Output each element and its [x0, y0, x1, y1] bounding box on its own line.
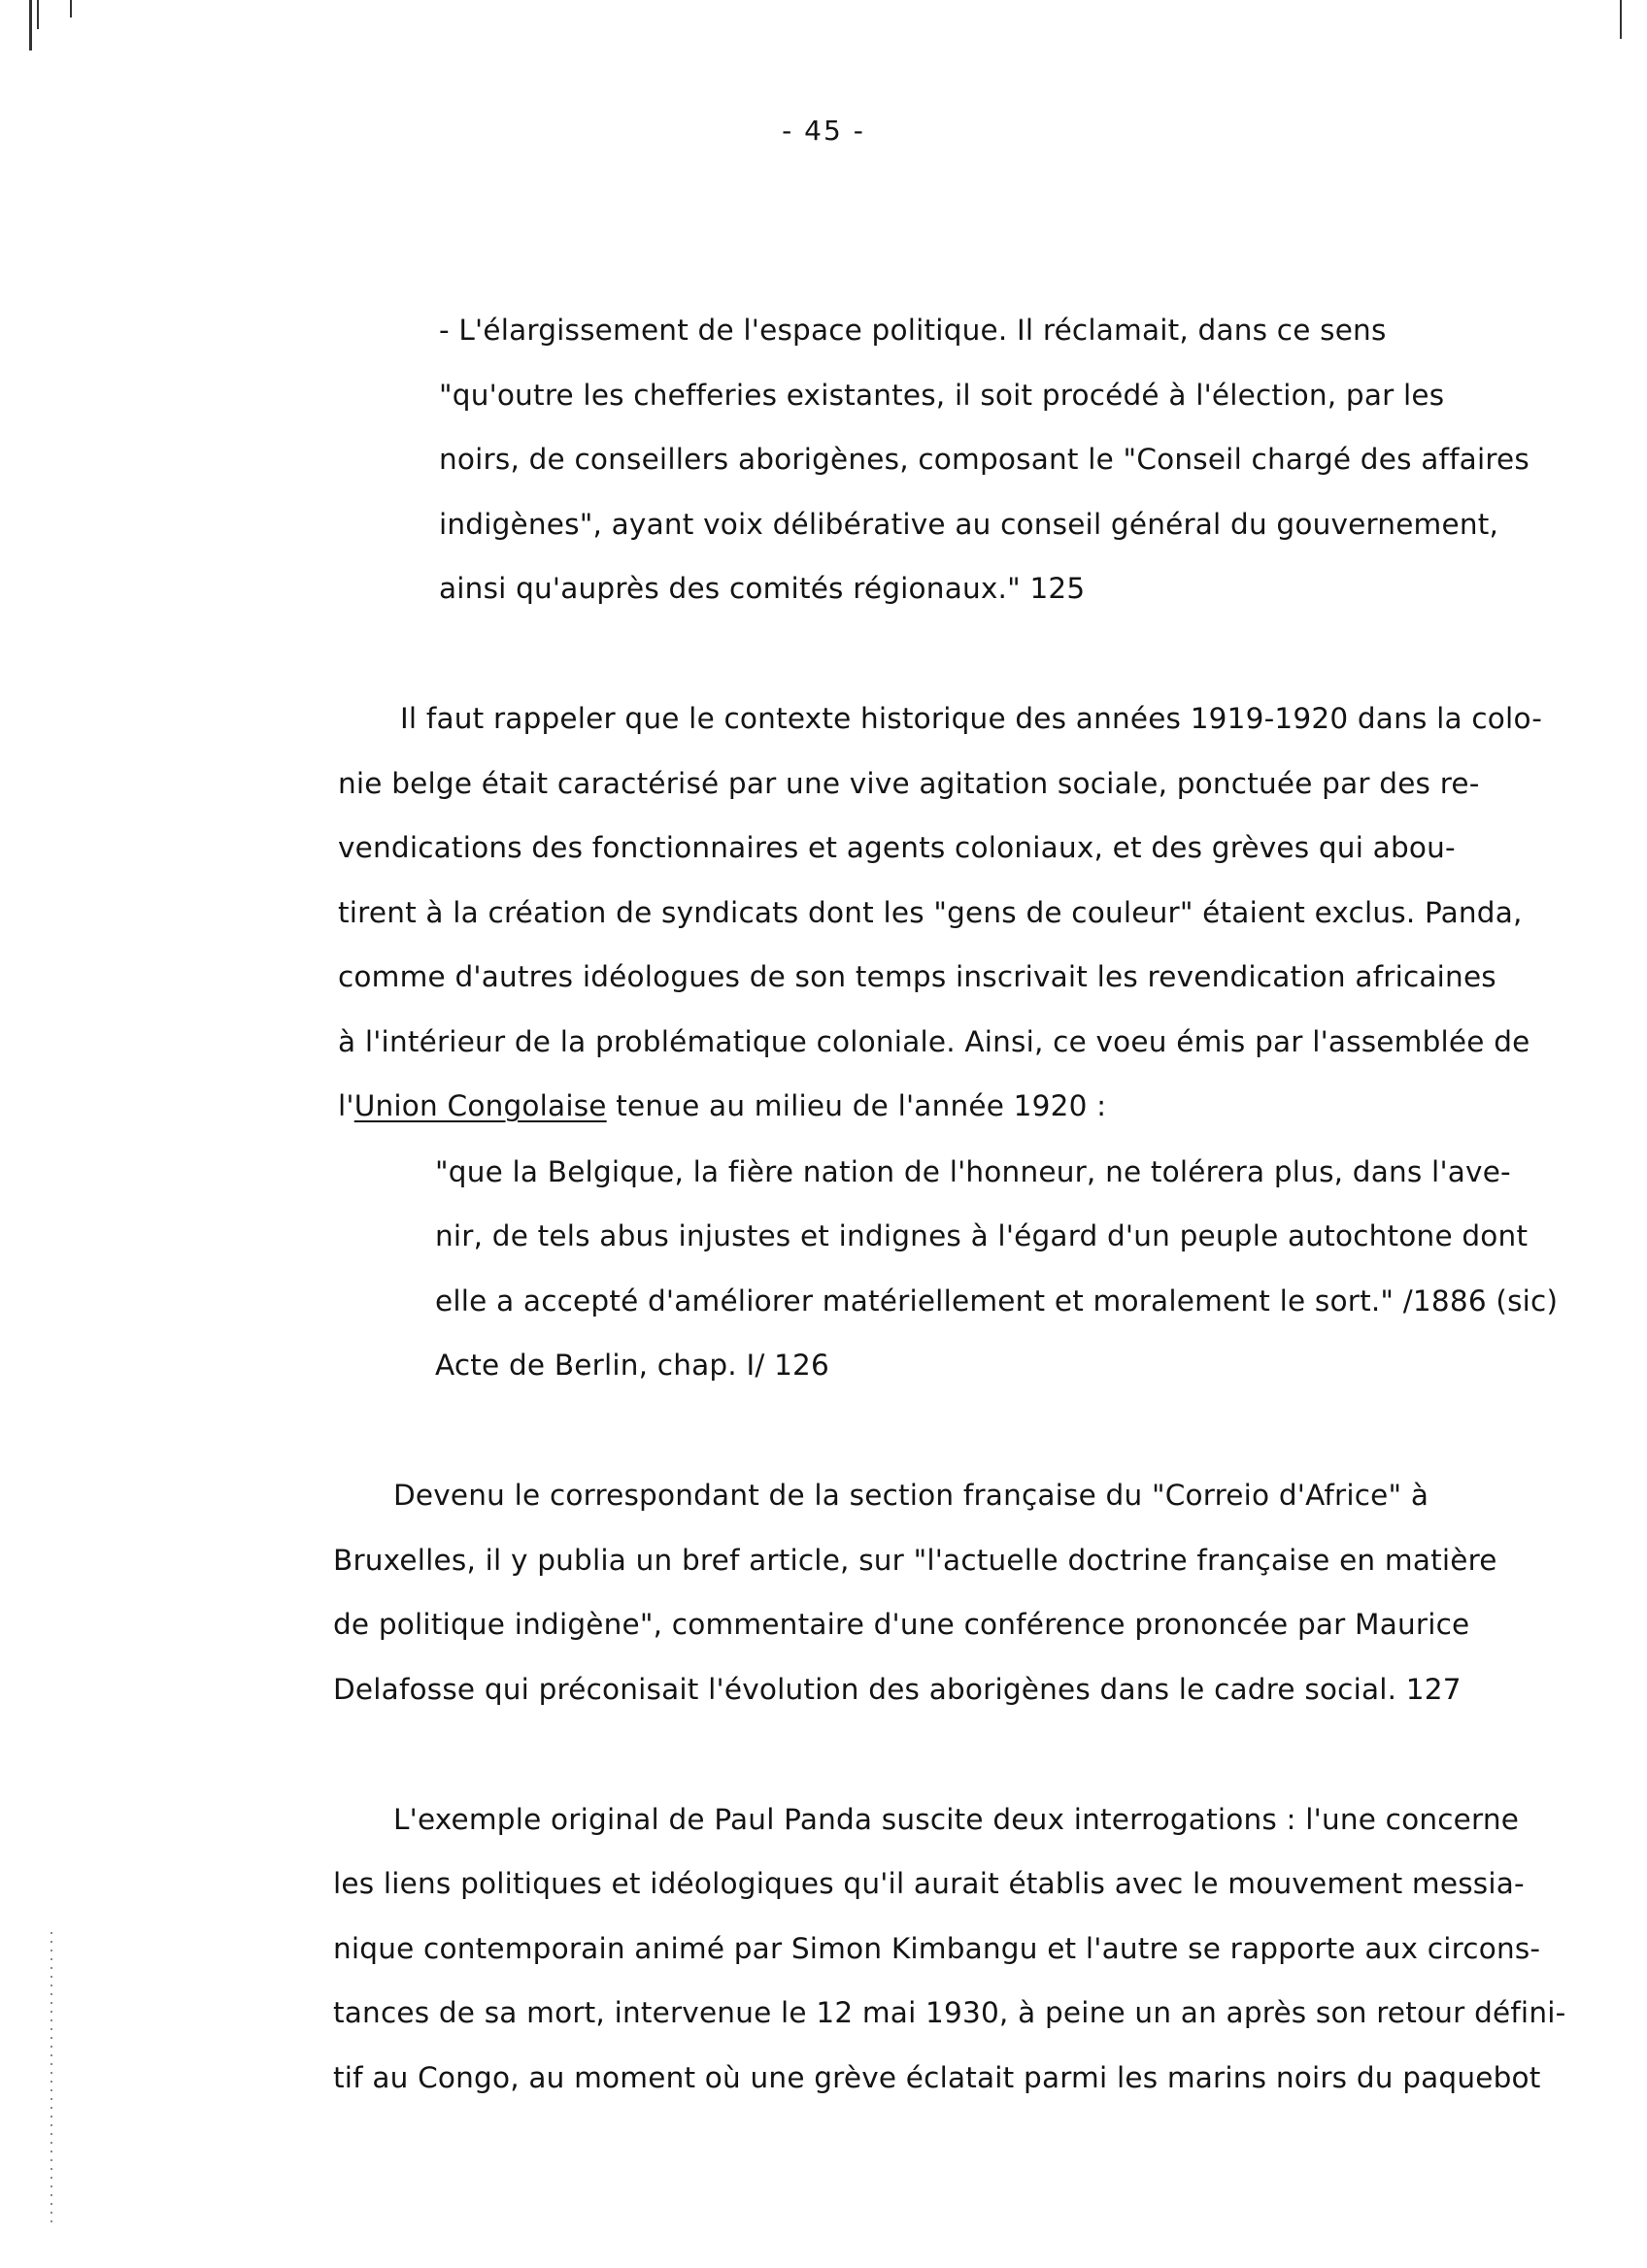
union-congolaise-underlined: Union Congolaise [353, 1089, 607, 1122]
scan-mark-right [1620, 0, 1622, 39]
quote2-line-3: elle a accepté d'améliorer matériellement et moralement le sort." /1886 (sic) [435, 1284, 1559, 1317]
paragraph1-line-3: vendications des fonctionnaires et agents coloniaux, et des grèves qui abou- [338, 831, 1456, 864]
quote1-line-4: indigènes", ayant voix délibérative au conseil général du gouvernement, [439, 508, 1499, 541]
paragraph3-line-3: nique contemporain animé par Simon Kimbangu et l'autre se rapporte aux circons- [333, 1932, 1541, 1965]
paragraph1-line-5: comme d'autres idéologues de son temps inscrivait les revendication africaines [338, 960, 1496, 993]
paragraph3-line-2: les liens politiques et idéologiques qu'il aurait établis avec le mouvement messia- [333, 1867, 1525, 1900]
page-number: - 45 - [782, 115, 865, 147]
quote2-line-4: Acte de Berlin, chap. I/ 126 [435, 1349, 829, 1382]
quote1-line-3: noirs, de conseillers aborigènes, composant le "Conseil chargé des affaires [439, 443, 1529, 476]
quote2-line-1: "que la Belgique, la fière nation de l'honneur, ne tolérera plus, dans l'ave- [435, 1155, 1511, 1188]
paragraph1-line-7-prefix: l' [338, 1089, 354, 1122]
scan-mark-left-2 [37, 0, 39, 29]
paragraph1-line-4: tirent à la création de syndicats dont les "gens de couleur" étaient exclus. Panda, [338, 896, 1523, 929]
paragraph1-line-2: nie belge était caractérisé par une vive agitation sociale, ponctuée par des re- [338, 767, 1480, 800]
quote1-line-1: - L'élargissement de l'espace politique. Il réclamait, dans ce sens [439, 314, 1387, 347]
paragraph3-line-5: tif au Congo, au moment où une grève éclatait parmi les marins noirs du paquebot [333, 2061, 1541, 2094]
paragraph1-line-7-suffix: tenue au milieu de l'année 1920 : [606, 1089, 1107, 1122]
quote2-line-2: nir, de tels abus injustes et indignes à l'égard d'un peuple autochtone dont [435, 1219, 1529, 1252]
scan-dots-left [50, 1932, 52, 2223]
scan-mark-left-3 [70, 0, 72, 17]
scan-mark-left [29, 0, 32, 50]
paragraph2-line-3: de politique indigène", commentaire d'une conférence prononcée par Maurice [333, 1608, 1470, 1641]
quote1-line-2: "qu'outre les chefferies existantes, il soit procédé à l'élection, par les [439, 379, 1445, 412]
paragraph2-line-1: Devenu le correspondant de la section française du "Correio d'Africe" à [393, 1479, 1429, 1512]
paragraph1-line-6: à l'intérieur de la problématique coloniale. Ainsi, ce voeu émis par l'assemblée de [338, 1025, 1530, 1058]
paragraph3-line-1: L'exemple original de Paul Panda suscite deux interrogations : l'une concerne [393, 1803, 1520, 1836]
paragraph1-line-1: Il faut rappeler que le contexte historique des années 1919-1920 dans la colo- [400, 702, 1543, 735]
paragraph2-line-2: Bruxelles, il y publia un bref article, sur "l'actuelle doctrine française en matière [333, 1544, 1497, 1577]
paragraph2-line-4: Delafosse qui préconisait l'évolution des aborigènes dans le cadre social. 127 [333, 1673, 1462, 1706]
paragraph1-line-7 [338, 1089, 1107, 1122]
quote1-line-5: ainsi qu'auprès des comités régionaux." 125 [439, 572, 1086, 605]
paragraph3-line-4: tances de sa mort, intervenue le 12 mai 1930, à peine un an après son retour défini- [333, 1996, 1566, 2029]
